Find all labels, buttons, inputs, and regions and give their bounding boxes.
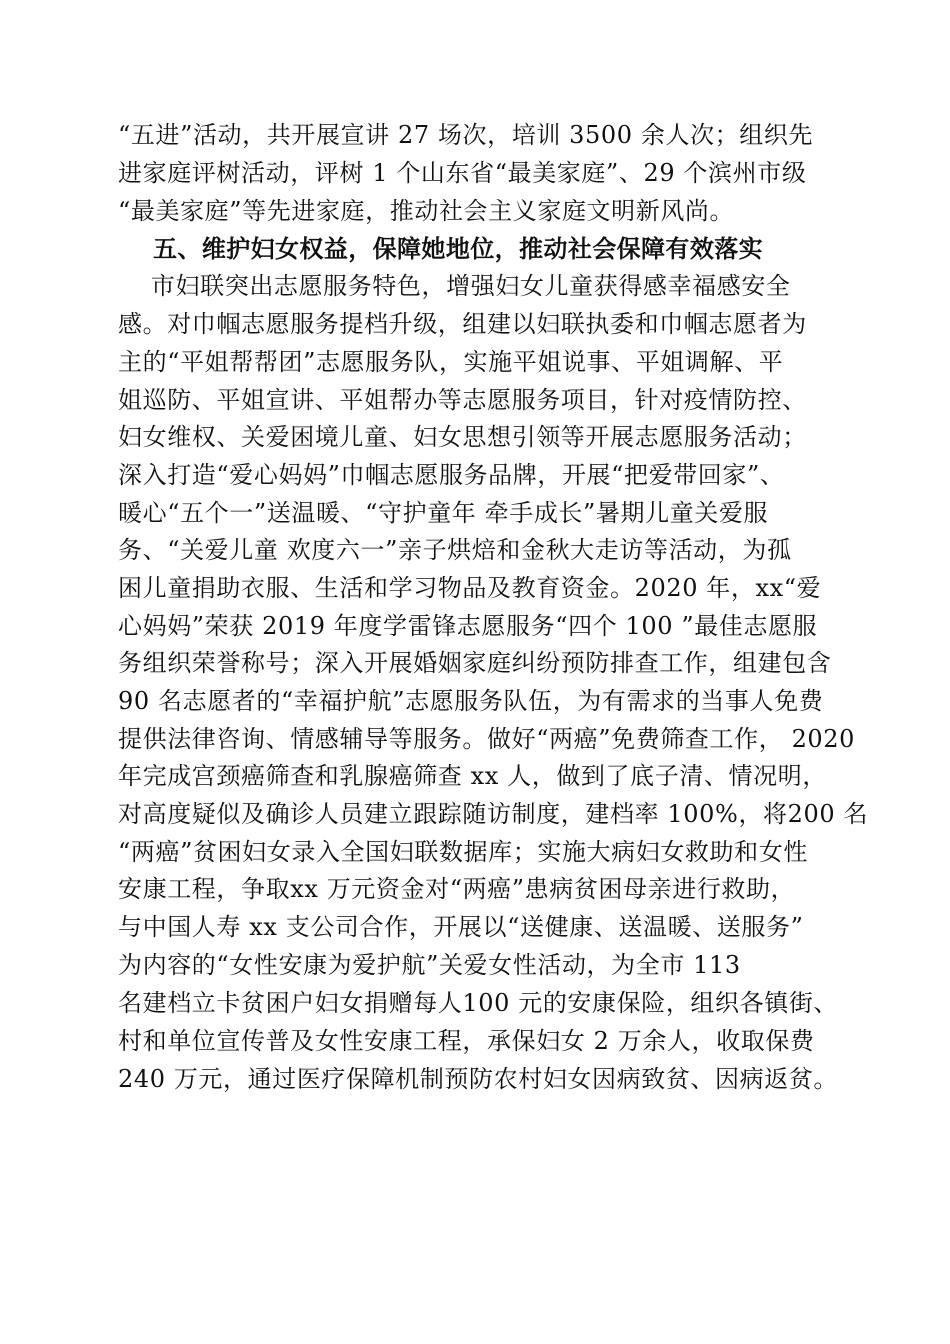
- paragraph-line: 市妇联突出志愿服务特色，增强妇女儿童获得感幸福感安全: [118, 272, 791, 300]
- paragraph-line: 进家庭评树活动，评树 1 个山东省“最美家庭”、29 个滨州市级: [118, 159, 807, 187]
- paragraph-line: 240 万元，通过医疗保障机制预防农村妇女因病致贫、因病返贫。: [118, 1065, 839, 1093]
- paragraph-line: 名建档立卡贫困户妇女捐赠每人100 元的安康保险，组织各镇街、: [118, 989, 839, 1017]
- paragraph-line: 困儿童捐助衣服、生活和学习物品及教育资金。2020 年，xx“爱: [118, 574, 822, 602]
- paragraph-line: 感。对巾帼志愿服务提档升级，组建以妇联执委和巾帼志愿者为: [118, 310, 807, 338]
- paragraph-line: “两癌”贫困妇女录入全国妇联数据库；实施大病妇女救助和女性: [118, 838, 808, 866]
- paragraph-line: 妇女维权、关爱困境儿童、妇女思想引领等开展志愿服务活动；: [118, 423, 807, 451]
- section-heading: 五、维护妇女权益，保障她地位，推动社会保障有效落实: [118, 235, 764, 263]
- paragraph-line: 暖心“五个一”送温暖、“守护童年 牵手成长”暑期儿童关爱服: [118, 499, 769, 527]
- paragraph-line: 90 名志愿者的“幸福护航”志愿服务队伍，为有需求的当事人免费: [118, 687, 824, 715]
- paragraph-line: 提供法律咨询、情感辅导等服务。做好“两癌”免费筛查工作， 2020: [118, 725, 856, 753]
- paragraph-line: 为内容的“女性安康为爱护航”关爱女性活动，为全市 113: [118, 951, 741, 979]
- paragraph-line: 务、“关爱儿童 欢度六一”亲子烘焙和金秋大走访等活动，为孤: [118, 536, 792, 564]
- paragraph-line: “最美家庭”等先进家庭，推动社会主义家庭文明新风尚。: [118, 197, 735, 225]
- paragraph-line: 深入打造“爱心妈妈”巾帼志愿服务品牌，开展“把爱带回家”、: [118, 461, 785, 489]
- paragraph-line: 安康工程，争取xx 万元资金对“两癌”患病贫困母亲进行救助，: [118, 875, 796, 903]
- paragraph-line: 姐巡防、平姐宣讲、平姐帮办等志愿服务项目，针对疫情防控、: [118, 386, 807, 414]
- paragraph-line: 与中国人寿 xx 支公司合作，开展以“送健康、送温暖、送服务”: [118, 913, 804, 941]
- paragraph-line: 年完成宫颈癌筛查和乳腺癌筛查 xx 人，做到了底子清、情况明，: [118, 762, 827, 790]
- paragraph-line: 村和单位宣传普及女性安康工程，承保妇女 2 万余人，收取保费: [118, 1027, 815, 1055]
- paragraph-line: 心妈妈”荣获 2019 年度学雷锋志愿服务“四个 100 ”最佳志愿服: [118, 612, 818, 640]
- paragraph-line: 主的“平姐帮帮团”志愿服务队，实施平姐说事、平姐调解、平: [118, 348, 784, 376]
- paragraph-line: 务组织荣誉称号；深入开展婚姻家庭纠纷预防排查工作，组建包含: [118, 649, 832, 677]
- paragraph-line: “五进”活动，共开展宣讲 27 场次，培训 3500 余人次；组织先: [118, 121, 814, 149]
- paragraph-line: 对高度疑似及确诊人员建立跟踪随访制度，建档率 100%，将200 名: [118, 800, 869, 828]
